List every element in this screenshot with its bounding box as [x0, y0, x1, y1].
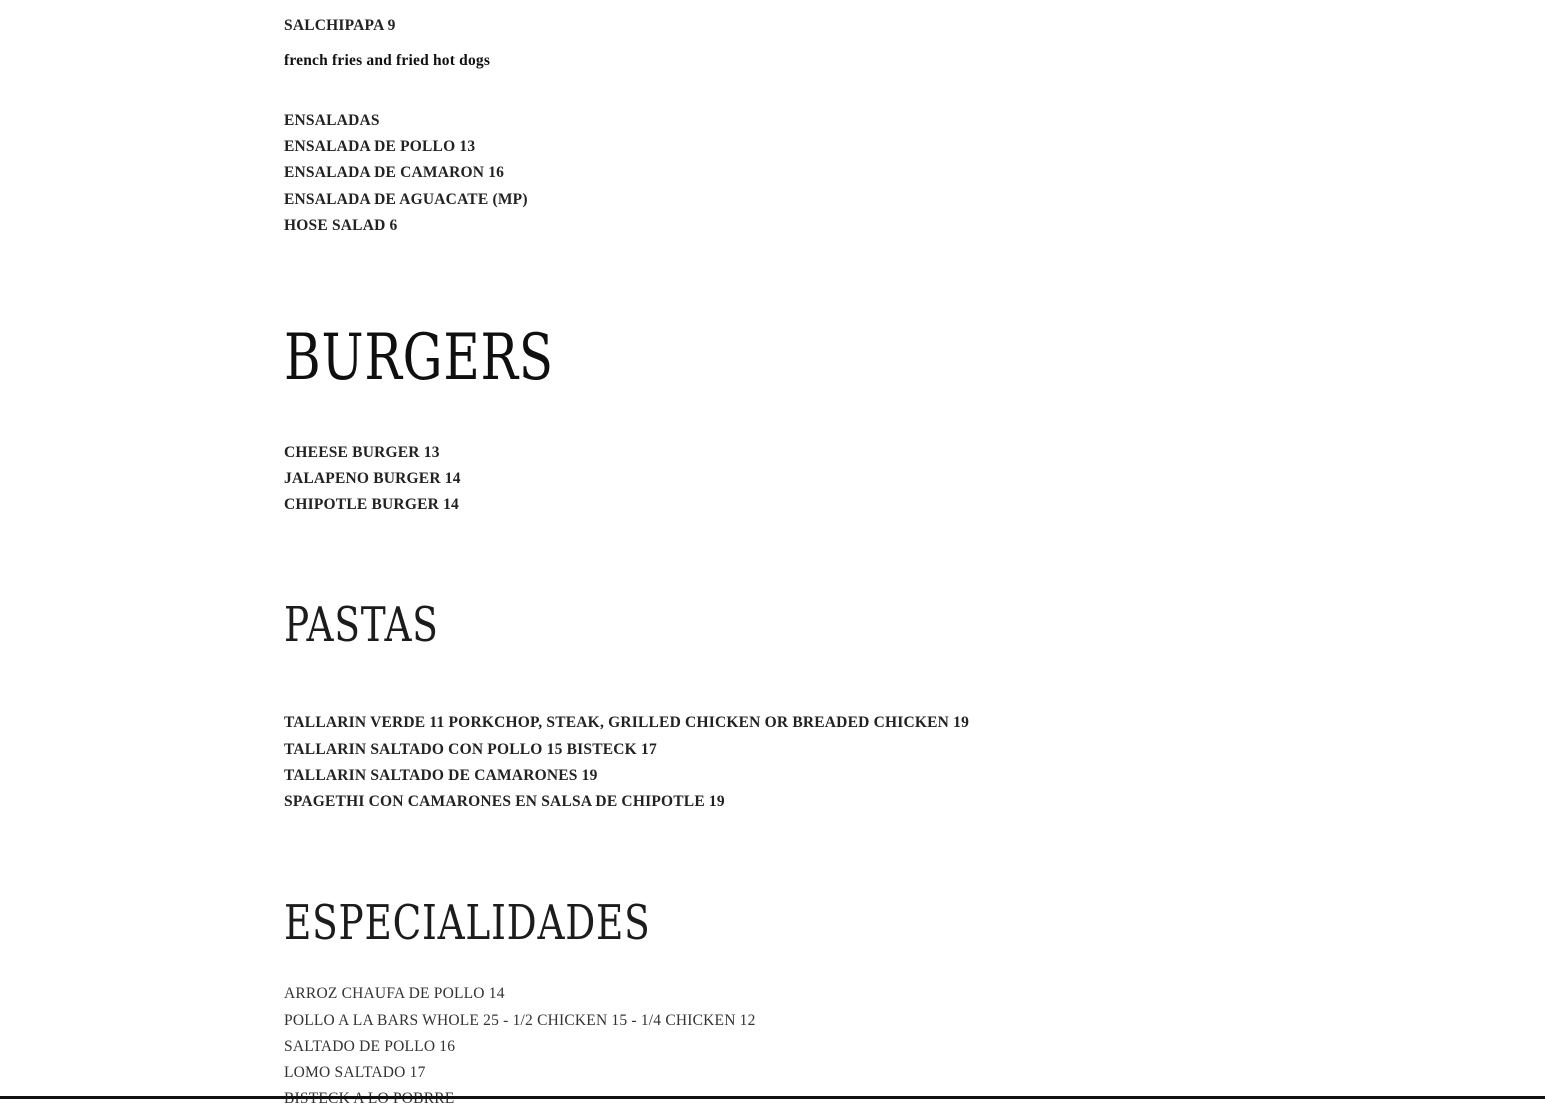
menu-item: CHEESE BURGER 13	[284, 444, 440, 461]
section-heading-pastas: PASTAS	[284, 597, 439, 653]
menu-item: SALTADO DE POLLO 16	[284, 1038, 456, 1055]
menu-item: SPAGETHI CON CAMARONES EN SALSA DE CHIPOTLE 19	[284, 793, 725, 810]
menu-item: ENSALADA DE CAMARON 16	[284, 164, 505, 181]
menu-item-description: french fries and fried hot dogs	[284, 52, 491, 69]
section-heading-especialidades: ESPECIALIDADES	[284, 895, 651, 951]
menu-item: TALLARIN SALTADO DE CAMARONES 19	[284, 767, 598, 784]
menu-item: LOMO SALTADO 17	[284, 1064, 426, 1081]
menu-item: JALAPENO BURGER 14	[284, 470, 461, 487]
menu-item: HOSE SALAD 6	[284, 217, 398, 234]
section-subtitle-ensaladas: ENSALADAS	[284, 112, 380, 129]
menu-item: POLLO A LA BARS WHOLE 25 - 1/2 CHICKEN 15 - 1/4 CHICKEN 12	[284, 1012, 756, 1029]
menu-item: ARROZ CHAUFA DE POLLO 14	[284, 985, 505, 1002]
menu-item: TALLARIN SALTADO CON POLLO 15 BISTECK 17	[284, 741, 657, 758]
menu-item: ENSALADA DE POLLO 13	[284, 138, 476, 155]
menu-item: TALLARIN VERDE 11 PORKCHOP, STEAK, GRILLED CHICKEN OR BREADED CHICKEN 19	[284, 714, 970, 731]
menu-item-salchipapa: SALCHIPAPA 9	[284, 17, 396, 34]
menu-item: ENSALADA DE AGUACATE (MP)	[284, 191, 528, 208]
menu-item	[284, 1089, 454, 1109]
menu-item: CHIPOTLE BURGER 14	[284, 496, 459, 513]
section-heading-burgers: BURGERS	[284, 321, 554, 395]
